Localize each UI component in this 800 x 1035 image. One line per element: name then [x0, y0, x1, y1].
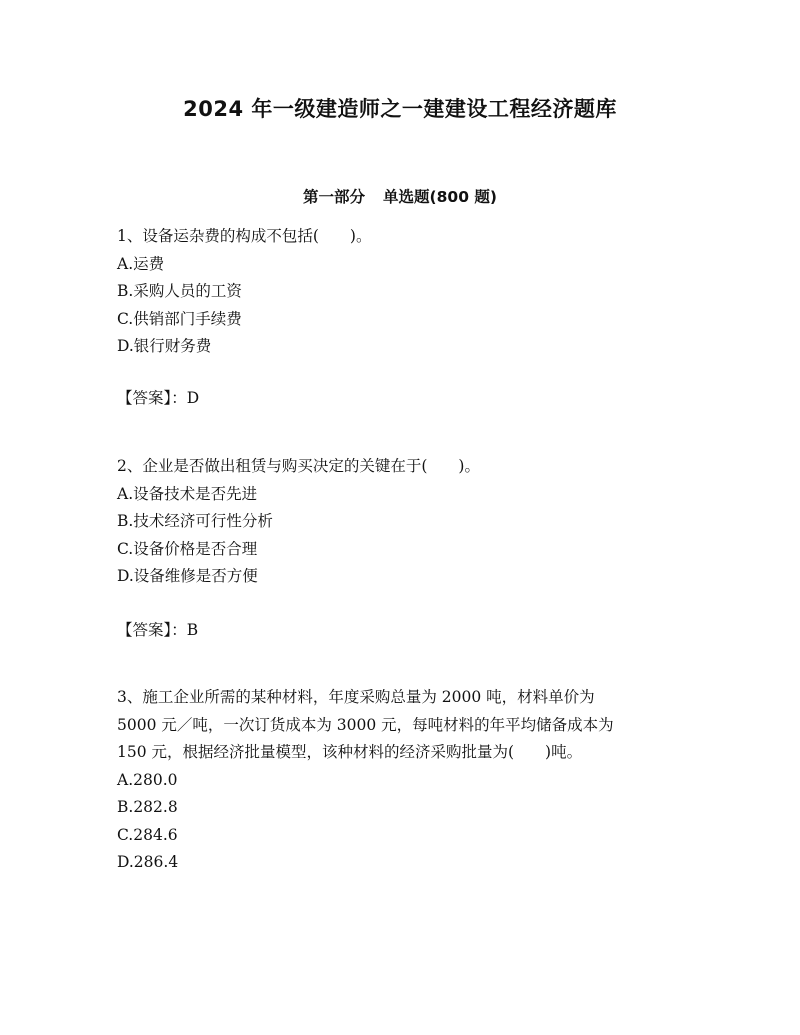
option-c: C.供销部门手续费 [117, 309, 242, 328]
answer-2 [117, 617, 198, 645]
option-a: A.280.0 [117, 770, 178, 789]
option-c: C.设备价格是否合理 [117, 539, 258, 558]
option-b: B.技术经济可行性分析 [117, 512, 273, 530]
question-stem-line-1: 3、施工企业所需的某种材料，年度采购总量为 2000 吨，材料单价为 [117, 688, 595, 706]
option-d: D.设备维修是否方便 [117, 567, 258, 585]
option-a: A.设备技术是否先进 [117, 484, 258, 503]
section-name: 单选题(800 题) [383, 188, 497, 206]
option-d: D.286.4 [117, 853, 179, 871]
option-d: D.银行财务费 [117, 337, 212, 355]
answer-label: 【答案】： [117, 389, 187, 407]
option-b: B.282.8 [117, 798, 178, 816]
answer-label: 【答案】： [117, 621, 187, 639]
section-heading [0, 185, 800, 207]
question-stem-line-2: 5000 元／吨，一次订货成本为 3000 元，每吨材料的年平均储备成本为 [117, 715, 614, 734]
document-title: 2024 年一级建造师之一建建设工程经济题库 [183, 97, 617, 121]
option-a: A.运费 [117, 254, 165, 273]
answer-value: D [186, 389, 200, 407]
answer-1 [117, 385, 199, 413]
question-stem-line-3: 150 元，根据经济批量模型，该种材料的经济采购批量为( )吨。 [117, 743, 583, 761]
section-part: 第一部分 [303, 188, 366, 206]
answer-value: B [186, 621, 199, 639]
question-1 [117, 223, 697, 361]
option-b: B.采购人员的工资 [117, 282, 242, 300]
question-2 [117, 453, 697, 591]
question-stem: 2、企业是否做出租赁与购买决定的关键在于( )。 [117, 457, 480, 475]
question-3 [117, 684, 697, 877]
option-c: C.284.6 [117, 825, 178, 844]
question-stem: 1、设备运杂费的构成不包括( )。 [117, 227, 372, 245]
